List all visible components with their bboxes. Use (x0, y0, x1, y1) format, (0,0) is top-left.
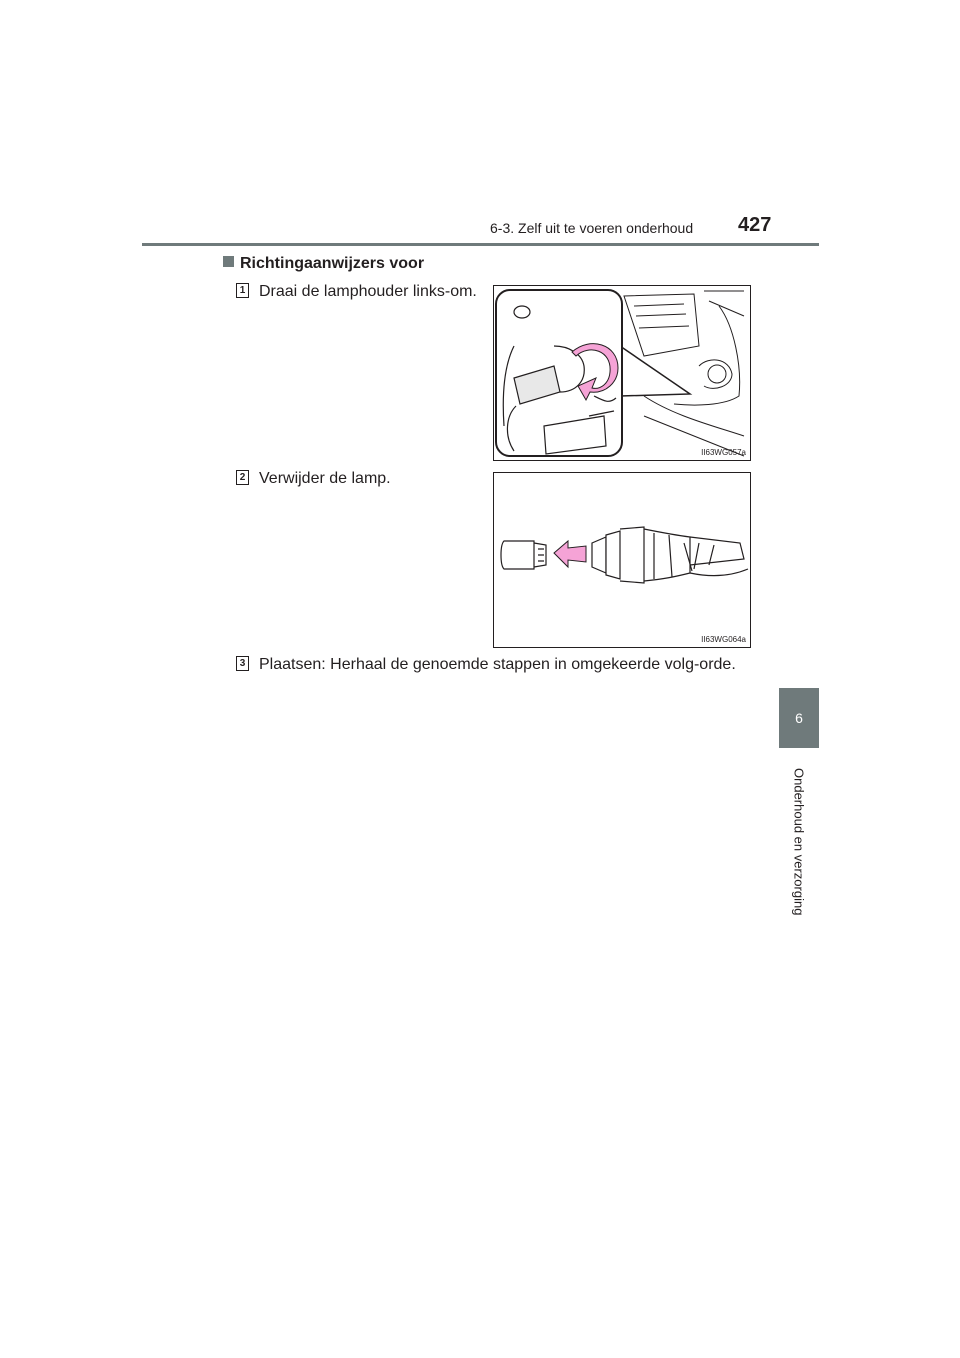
step-number-2: 2 (236, 470, 249, 485)
chapter-number: 6 (795, 710, 803, 726)
figure-bulb-removal (493, 472, 751, 648)
section-square-icon (223, 256, 234, 267)
figure-code-2: II63WG064a (701, 635, 746, 644)
bulb-removal-illustration-icon (494, 473, 750, 647)
figure-lamp-holder (493, 285, 751, 461)
section-title-text: Richtingaanwijzers voor (240, 255, 425, 272)
chapter-side-label (782, 757, 816, 927)
chapter-title: Onderhoud en verzorging (791, 768, 807, 916)
page-number: 427 (738, 214, 772, 236)
lamp-holder-rotate-illustration-icon (494, 286, 750, 460)
chapter-tab (779, 688, 819, 748)
running-header: 6-3. Zelf uit te voeren onderhoud (490, 220, 694, 236)
figure-code-1: II63WG057a (701, 448, 746, 457)
section-title (223, 255, 424, 273)
step-text-3: Plaatsen: Herhaal de genoemde stappen in omgekeerde volg-orde. (259, 656, 736, 673)
step-number-1: 1 (236, 283, 249, 298)
header-rule (142, 243, 819, 246)
step-text-1: Draai de lamphouder links-om. (259, 283, 477, 300)
step-text-2: Verwijder de lamp. (259, 470, 391, 487)
step-number-3: 3 (236, 656, 249, 671)
